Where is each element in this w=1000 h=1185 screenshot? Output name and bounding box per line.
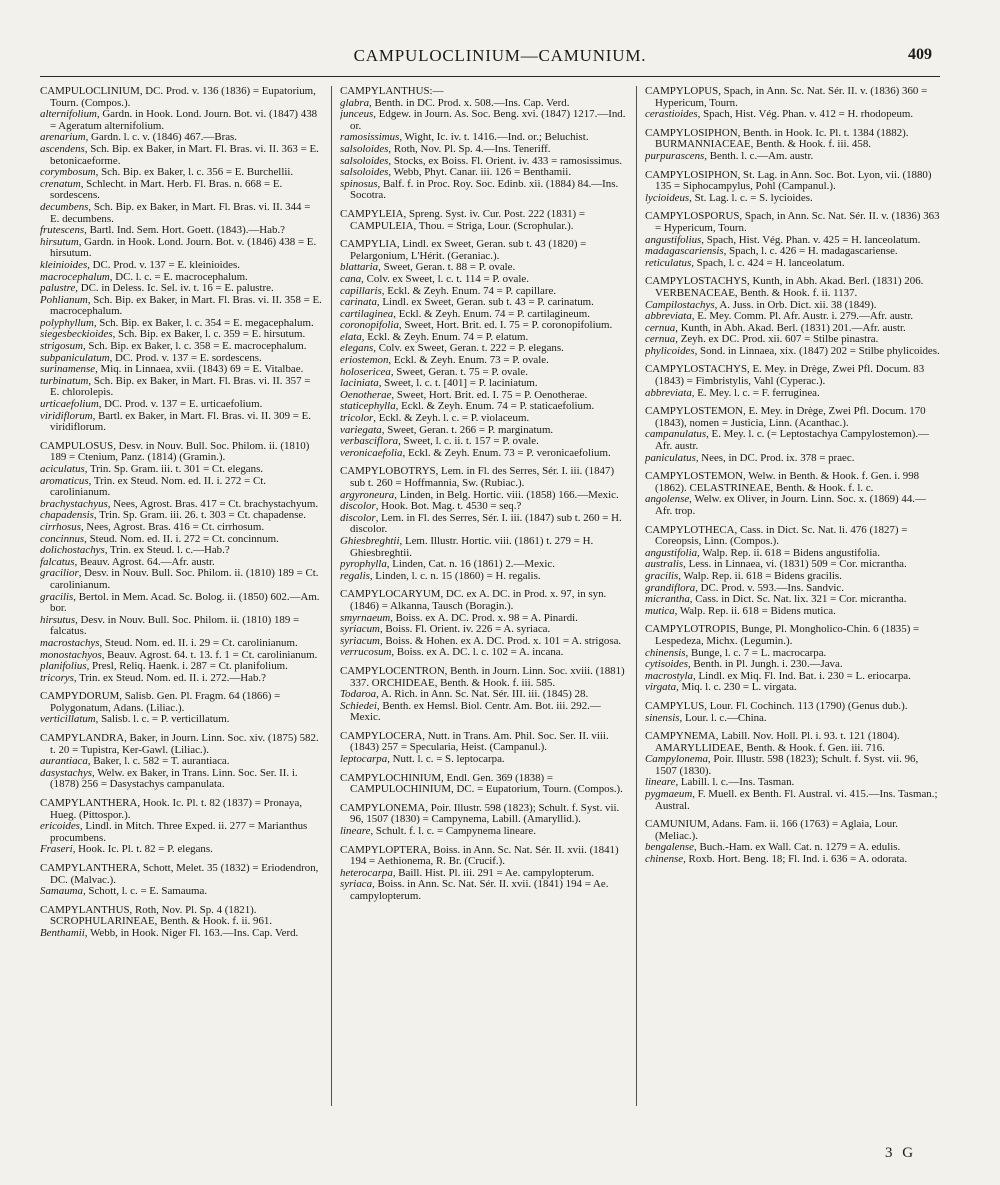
entry-species-line: madagascariensis, Spach, l. c. 426 = H. madagascariense. [645,245,898,258]
entry-species-line: aromaticus, Trin. ex Steud. Nom. ed. II. i. 272 = Ct. carolinianum. [40,474,266,499]
entry-headword-line: CAMPYLOPTERA, Boiss. in Ann. Sc. Nat. Sér. II. xvii. (1841) 194 = Aethionema, R. Br. (Crucif.). [340,843,619,868]
entry-species-line: smyrnaeum, Boiss. ex A. DC. Prod. x. 98 = A. Pinardi. [340,611,578,624]
entry-species-line: macrostyla, Lindl. ex Miq. Fl. Ind. Bat. i. 230 = L. eriocarpa. [645,669,911,682]
dictionary-entry [645,525,940,618]
entry-species-line: australis, Less. in Linnaea, vi. (1831) 509 = Cor. micrantha. [645,558,907,571]
entry-headword-line: CAMUNIUM, Adans. Fam. ii. 166 (1763) = Aglaia, Lour. (Meliac.). [645,818,898,842]
entry-species-line: discolor, Hook. Bot. Mag. t. 4530 = seq.? [340,500,522,513]
entry-species-line: tricolor, Eckl. & Zeyh. l. c. = P. violaceum. [340,412,530,425]
entry-species-line: abbreviata, E. Mey. l. c. = F. ferruginea. [645,386,820,399]
entry-species-line: bengalense, Buch.-Ham. ex Wall. Cat. n. 1279 = A. edulis. [645,841,901,854]
entry-species-line: ericoides, Lindl. in Mitch. Three Exped. ii. 277 = Marianthus procumbens. [40,820,308,844]
entry-species-line: palustre, DC. in Deless. Ic. Sel. iv. t. 16 = E. palustre. [40,282,274,295]
entry-species-line: turbinatum, Sch. Bip. ex Baker, in Mart. Fl. Bras. vi. II. 357 = E. chlorolepis. [40,374,311,399]
entry-species-line: coronopifolia, Sweet, Hort. Brit. ed. I. 75 = P. coronopifolium. [340,319,613,332]
entry-species-line: surinamense, Miq. in Linnaea, xvii. (1843) 69 = E. Vitalbae. [40,363,304,376]
entry-headword-line: CAMPYLANDRA, Baker, in Journ. Linn. Soc. xiv. (1875) 582. t. 20 = Tupistra, Ker-Gawl. (Liliac.). [40,732,319,756]
entry-species-line: lycioideus, St. Lag. l. c. = S. lycioides. [645,191,813,204]
entry-species-line: Campylonema, Poir. Illustr. 598 (1823); Schult. f. Syst. vii. 96, 1507 (1830). [645,753,919,777]
entry-species-line: falcatus, Beauv. Agrost. 64.—Afr. austr. [40,555,215,568]
entry-species-line: subpaniculatum, DC. Prod. v. 137 = E. sordescens. [40,351,262,364]
column-1 [40,86,322,1166]
entry-headword-line: CAMPYLEIA, Spreng. Syst. iv. Cur. Post. 222 (1831) = CAMPULEIA, Thou. = Striga, Lour. (Scrophular.). [340,207,586,232]
entry-headword-line: CAMPYLOSTACHYS, Kunth, in Abh. Akad. Berl. (1831) 206. VERBENACEAE, Benth. & Hook. f. ii. 1137. [645,275,924,299]
entry-headword-line: CAMPYLOSTEMON, Welw. in Benth. & Hook. f. Gen. i. 998 (1862). CELASTRINEAE, Benth. & Hook. f. l. c. [645,470,920,494]
entry-headword-line: CAMPYLOCERA, Nutt. in Trans. Am. Phil. Soc. Ser. II. viii. (1843) 257 = Specularia, Heist. (Campanul.). [340,729,609,754]
entry-species-line: variegata, Sweet, Geran. t. 266 = P. marginatum. [340,423,554,436]
entry-species-line: macrocephalum, DC. l. c. = E. macrocephalum. [40,270,248,283]
entry-headword-line: CAMPYLOSPORUS, Spach, in Ann. Sc. Nat. Sér. II. v. (1836) 363 = Hypericum, Tourn. [645,210,940,234]
entry-species-line: Benthamii, Webb, in Hook. Niger Fl. 163.—Ins. Cap. Verd. [40,926,299,939]
entry-species-line: urticaefolium, DC. Prod. v. 137 = E. urticaefolium. [40,398,263,411]
entry-species-line: reticulatus, Spach, l. c. 424 = H. lanceolatum. [645,256,845,269]
entry-species-line: aurantiaca, Baker, l. c. 582 = T. aurantiaca. [40,755,230,768]
entry-headword-line: CAMPYLUS, Lour. Fl. Cochinch. 113 (1790) (Genus dub.). [645,699,908,712]
entry-species-line: laciniata, Sweet, l. c. t. [401] = P. laciniatum. [340,377,538,390]
entry-species-line: decumbens, Sch. Bip. ex Baker, in Mart. Fl. Bras. vi. II. 344 = E. decumbens. [40,200,311,225]
entry-species-line: sinensis, Lour. l. c.—China. [645,711,767,724]
column-divider [331,86,332,1106]
dictionary-entry [645,701,940,724]
dictionary-entry [40,905,322,940]
entry-species-line: gracilior, Desv. in Nouv. Bull. Soc. Philom. ii. (1810) 189 = Ct. carolinianum. [40,567,319,591]
entry-species-line: ascendens, Sch. Bip. ex Baker, in Mart. Fl. Bras. vi. II. 363 = E. betonicaeforme. [40,142,319,167]
dictionary-entry [40,798,322,856]
entry-headword-line: CAMPYLOBOTRYS, Lem. in Fl. des Serres, Sér. I. iii. (1847) sub t. 260 = Hoffmannia, Sw. (Rubiac.). [340,465,615,489]
entry-species-line: eriostemon, Eckl. & Zeyh. Enum. 73 = P. ovale. [340,354,549,367]
entry-headword-line: CAMPYLIA, Lindl. ex Sweet, Geran. sub t. 43 (1820) = Pelargonium, L'Hérit. (Geraniac.). [340,238,587,262]
dictionary-entry [40,863,322,898]
dictionary-entry [340,589,630,659]
dictionary-entry [645,731,940,812]
entry-species-line: phylicoides, Sond. in Linnaea, xix. (1847) 202 = Stilbe phylicoides. [645,344,940,357]
entry-headword-line: CAMPYLOPUS, Spach, in Ann. Sc. Nat. Sér. II. v. (1836) 360 = Hypericum, Tourn. [645,86,928,109]
entry-species-line: cana, Colv. ex Sweet, l. c. t. 114 = P. ovale. [340,272,529,285]
entry-species-line: kleinioides, DC. Prod. v. 137 = E. kleinioides. [40,258,240,271]
dictionary-entry [340,731,630,766]
entry-species-line: mutica, Walp. Rep. ii. 618 = Bidens mutica. [645,604,836,617]
entry-species-line: holosericea, Sweet, Geran. t. 75 = P. ovale. [340,365,528,378]
dictionary-entry [340,239,630,459]
entry-species-line: Ghiesbreghtii, Lem. Illustr. Hortic. viii. (1861) t. 279 = H. Ghiesbreghtii. [340,534,594,559]
entry-species-line: dasystachys, Welw. ex Baker, in Trans. Linn. Soc. Ser. II. i. (1878) 256 = Dasystachys campanulata. [40,766,298,791]
entry-species-line: cirrhosus, Nees, Agrost. Bras. 416 = Ct. cirrhosum. [40,520,265,533]
entry-headword-line: CAMPYLOTROPIS, Bunge, Pl. Mongholico-Chin. 6 (1835) = Lespedeza, Michx. (Legumin.). [645,623,920,647]
entry-species-line: elegans, Colv. ex Sweet, Geran. t. 222 = P. elegans. [340,342,564,355]
signature-mark: 3 G [885,1145,917,1161]
entry-species-line: syriacum, Boiss. & Hohen. ex A. DC. Prod. x. 101 = A. strigosa. [340,634,622,647]
dictionary-entry [340,209,630,232]
entry-species-line: blattaria, Sweet, Geran. t. 88 = P. ovale. [340,261,516,274]
entry-species-line: spinosus, Balf. f. in Proc. Roy. Soc. Edinb. xii. (1884) 84.—Ins. Socotra. [340,177,619,202]
dictionary-entry [40,691,322,726]
entry-species-line: salsoloides, Webb, Phyt. Canar. iii. 126 = Benthamii. [340,166,572,179]
entry-species-line: dolichostachys, Trin. ex Steud. l. c.—Hab.? [40,544,230,557]
dictionary-entry [340,466,630,582]
entry-species-line: crenatum, Schlecht. in Mart. Herb. Fl. Bras. n. 668 = E. sordescens. [40,177,283,202]
entry-species-line: discolor, Lem. in Fl. des Serres, Sér. I. iii. (1847) sub t. 260 = H. discolor. [340,511,622,536]
dictionary-entry [645,86,940,121]
entry-species-line: cytisoides, Benth. in Pl. Jungh. i. 230.—Java. [645,658,843,671]
entry-species-line: veronicaefolia, Eckl. & Zeyh. Enum. 73 = P. veronicaefolium. [340,446,611,459]
page-title: CAMPULOCLINIUM—CAMUNIUM. [353,46,647,65]
page-number: 409 [908,46,932,63]
entry-species-line: staticephylla, Eckl. & Zeyh. Enum. 74 = P. staticaefolium. [340,400,595,413]
entry-species-line: strigosum, Sch. Bip. ex Baker, l. c. 358 = E. macrocephalum. [40,340,307,353]
entry-species-line: ramosissimus, Wight, Ic. iv. t. 1416.—Ind. or.; Beluchist. [340,131,589,144]
entry-species-line: chinensis, Bunge, l. c. 7 = L. macrocarpa. [645,646,827,659]
entry-species-line: salsoloides, Roth, Nov. Pl. Sp. 4.—Ins. Teneriff. [340,142,551,155]
entry-species-line: chapadensis, Trin. Sp. Gram. iii. 26. t. 303 = Ct. chapadense. [40,509,306,522]
entry-species-line: angustifolia, Walp. Rep. ii. 618 = Bidens angustifolia. [645,546,880,559]
entry-species-line: siegesbeckioides, Sch. Bip. ex Baker, l. c. 359 = E. hirsutum. [40,328,306,341]
entry-headword-line: CAMPYLOCENTRON, Benth. in Journ. Linn. Soc. xviii. (1881) 337. ORCHIDEAE, Benth. & Hook. f. iii. 585. [340,664,625,689]
entry-species-line: lineare, Schult. f. l. c. = Campynema lineare. [340,825,536,838]
entry-headword-line: CAMPYLONEMA, Poir. Illustr. 598 (1823); Schult. f. Syst. vii. 96, 1507 (1830) = Campynema, Labill. (Amaryllid.). [340,801,620,826]
entry-species-line: lineare, Labill. l. c.—Ins. Tasman. [645,776,795,789]
entry-species-line: capillaris, Eckl. & Zeyh. Enum. 74 = P. capillare. [340,284,557,297]
entry-species-line: pyrophylla, Linden, Cat. n. 16 (1861) 2.—Mexic. [340,558,555,571]
entry-species-line: regalis, Linden, l. c. n. 15 (1860) = H. regalis. [340,569,541,582]
entry-species-line: viridiflorum, Bartl. ex Baker, in Mart. Fl. Bras. vi. II. 309 = E. viridiflorum. [40,409,311,434]
entry-species-line: syriaca, Boiss. in Ann. Sc. Nat. Sér. II. xvii. (1841) 194 = Ae. campylopterum. [340,878,609,902]
entry-species-line: Oenotherae, Sweet, Hort. Brit. ed. I. 75 = P. Oenotherae. [340,388,588,401]
entry-species-line: gracilis, Walp. Rep. ii. 618 = Bidens gracilis. [645,569,842,582]
entry-headword-line: CAMPYLOSTEMON, E. Mey. in Drège, Zwei Pfl. Docum. 170 (1843), nomen = Justicia, Linn. (Acanthac.). [645,405,926,429]
entry-headword-line: CAMPYLANTHERA, Hook. Ic. Pl. t. 82 (1837) = Pronaya, Hueg. (Pittospor.). [40,797,303,821]
entry-species-line: Fraseri, Hook. Ic. Pl. t. 82 = P. elegans. [40,843,213,856]
entry-species-line: carinata, Lindl. ex Sweet, Geran. sub t. 43 = P. carinatum. [340,296,594,309]
entry-headword-line: CAMPYLOSTACHYS, E. Mey. in Drège, Zwei Pfl. Docum. 83 (1843) = Fimbristylis, Vahl (Cyperac.). [645,363,925,388]
entry-species-line: chinense, Roxb. Hort. Beng. 18; Fl. Ind. i. 636 = A. odorata. [645,853,908,866]
entry-species-line: salsoloides, Stocks, ex Boiss. Fl. Orient. iv. 433 = ramosissimus. [340,154,622,167]
entry-species-line: micrantha, Cass. in Dict. Sc. Nat. lix. 321 = Cor. micrantha. [645,593,907,606]
dictionary-entry [645,406,940,464]
entry-species-line: Pohlianum, Sch. Bip. ex Baker, in Mart. Fl. Bras. vi. II. 358 = E. macrocephalum. [40,293,322,318]
dictionary-entry [40,441,322,684]
entry-species-line: Campilostachys, A. Juss. in Orb. Dict. xii. 38 (1849). [645,298,877,311]
entry-headword-line: CAMPYLOSIPHON, St. Lag. in Ann. Soc. Bot. Lyon, vii. (1880) 135 = Siphocampylus, Pohl (Campanul.). [645,168,932,193]
column-3 [645,86,940,1166]
entry-species-line: gracilis, Bertol. in Mem. Acad. Sc. Bolog. ii. (1850) 602.—Am. bor. [40,590,320,615]
entry-species-line: pygmaeum, F. Muell. ex Benth. Fl. Austral. vi. 415.—Ins. Tasman.; Austral. [645,788,938,812]
entry-species-line: Schiedei, Benth. ex Hemsl. Biol. Centr. Am. Bot. iii. 292.—Mexic. [340,699,601,724]
entry-species-line: verticillatum, Salisb. l. c. = P. verticillatum. [40,713,230,726]
column-2 [340,86,630,1166]
entry-species-line: arenarium, Gardn. l. c. v. (1846) 467.—Bras. [40,131,238,144]
entry-species-line: frutescens, Bartl. Ind. Sem. Hort. Goett. (1843).—Hab.? [40,224,286,237]
dictionary-entry [645,624,940,694]
entry-species-line: heterocarpa, Baill. Hist. Pl. iii. 291 = Ae. campylopterum. [340,866,595,879]
entry-species-line: Todaroa, A. Rich. in Ann. Sc. Nat. Sér. III. iii. (1845) 28. [340,688,589,701]
entry-species-line: cernua, Kunth, in Abh. Akad. Berl. (1831) 201.—Afr. austr. [645,321,906,334]
entry-species-line: paniculatus, Nees, in DC. Prod. ix. 378 = praec. [645,451,855,464]
entry-species-line: cartilaginea, Eckl. & Zeyh. Enum. 74 = P. cartilagineum. [340,307,590,320]
entry-species-line: corymbosum, Sch. Bip. ex Baker, l. c. 356 = E. Burchellii. [40,166,294,179]
entry-species-line: monostachyos, Beauv. Agrost. 64. t. 13. f. 1 = Ct. carolinianum. [40,648,318,661]
entry-species-line: cernua, Zeyh. ex DC. Prod. xii. 607 = Stilbe pinastra. [645,333,879,346]
dictionary-entry [645,170,940,205]
dictionary-entry [645,276,940,357]
dictionary-entry [40,733,322,791]
page-header [0,46,1000,76]
entry-species-line: grandiflora, DC. Prod. v. 593.—Ins. Sandvic. [645,581,844,594]
entry-species-line: concinnus, Steud. Nom. ed. II. i. 272 = Ct. concinnum. [40,532,279,545]
entry-species-line: elata, Eckl. & Zeyh. Enum. 74 = P. elatum. [340,330,529,343]
header-rule [40,76,940,77]
entry-species-line: hirsutum, Gardn. in Hook. Lond. Journ. Bot. v. (1846) 438 = E. hirsutum. [40,235,317,260]
entry-species-line: brachystachyus, Nees, Agrost. Bras. 417 = Ct. brachystachyum. [40,497,319,510]
dictionary-entry [340,803,630,838]
entry-species-line: virgata, Miq. l. c. 230 = L. virgata. [645,681,797,694]
dictionary-entry [645,128,940,163]
entry-species-line: tricorys, Trin. ex Steud. Nom. ed. II. i. 272.—Hab.? [40,671,266,684]
entry-headword-line: CAMPYLOTHECA, Cass. in Dict. Sc. Nat. li. 476 (1827) = Coreopsis, Linn. (Compos.). [645,523,908,548]
entry-headword-line: CAMPYLOCHINIUM, Endl. Gen. 369 (1838) = CAMPULOCHINIUM, DC. = Eupatorium, Tourn. (Compos.). [340,771,623,796]
entry-species-line: verrucosum, Boiss. ex A. DC. l. c. 102 = A. incana. [340,646,564,659]
entry-species-line: argyroneura, Linden, in Belg. Hortic. viii. (1858) 166.—Mexic. [340,488,619,501]
entry-headword-line: CAMPYDORUM, Salisb. Gen. Pl. Fragm. 64 (1866) = Polygonatum, Adans. (Liliac.). [40,690,281,714]
entry-species-line: aciculatus, Trin. Sp. Gram. iii. t. 301 = Ct. elegans. [40,463,264,475]
entry-species-line: alternifolium, Gardn. in Hook. Lond. Journ. Bot. vi. (1847) 438 = Ageratum alternifolium. [40,108,318,132]
column-divider [636,86,637,1106]
entry-species-line: campanulatus, E. Mey. l. c. (= Leptostachya Campylostemon).—Afr. austr. [645,428,930,453]
dictionary-entry [40,86,322,434]
entry-species-line: cerastioides, Spach, Hist. Vég. Phan. v. 412 = H. rhodopeum. [645,108,914,121]
entry-headword-line: CAMPYLOSIPHON, Benth. in Hook. Ic. Pl. t. 1384 (1882). BURMANNIACEAE, Benth. & Hook. f. iii. 458. [645,126,909,151]
entry-headword-line: CAMPULOCLINIUM, DC. Prod. v. 136 (1836) = Eupatorium, Tourn. (Compos.). [40,86,316,109]
dictionary-entry [645,211,940,269]
dictionary-entry [340,86,630,202]
entry-species-line: syriacum, Boiss. Fl. Orient. iv. 226 = A. syriaca. [340,623,551,636]
dictionary-entry [340,666,630,724]
entry-headword-line: CAMPULOSUS, Desv. in Nouv. Bull. Soc. Philom. ii. (1810) 189 = Ctenium, Panz. (1814) (Gramin.). [40,439,310,464]
entry-headword-line: CAMPYLANTHUS, Roth, Nov. Pl. Sp. 4 (1821). SCROPHULARINEAE, Benth. & Hook. f. ii. 961. [40,903,273,928]
dictionary-entry [645,471,940,517]
entry-species-line: purpurascens, Benth. l. c.—Am. austr. [645,149,814,162]
entry-species-line: abbreviata, E. Mey. Comm. Pl. Afr. Austr. i. 279.—Afr. austr. [645,310,914,323]
entry-species-line: glabra, Benth. in DC. Prod. x. 508.—Ins. Cap. Verd. [340,96,570,109]
entry-species-line: leptocarpa, Nutt. l. c. = S. leptocarpa. [340,753,505,766]
entry-headword-line: CAMPYLANTHERA, Schott, Melet. 35 (1832) = Eriodendron, DC. (Malvac.). [40,862,319,886]
dictionary-entry [645,819,940,865]
entry-headword-line: CAMPYLANTHUS:— [340,86,444,97]
dictionary-entry [340,773,630,796]
entry-species-line: polyphyllum, Sch. Bip. ex Baker, l. c. 354 = E. megacephalum. [40,316,314,329]
entry-species-line: planifolius, Presl, Reliq. Haenk. i. 287 = Ct. planifolium. [40,660,288,673]
entry-species-line: angustifolius, Spach, Hist. Vég. Phan. v. 425 = H. lanceolatum. [645,233,921,246]
entry-headword-line: CAMPYLOCARYUM, DC. ex A. DC. in Prod. x. 97, in syn. (1846) = Alkanna, Tausch (Boragin.). [340,588,607,612]
entry-species-line: Samauma, Schott, l. c. = E. Samauma. [40,885,208,898]
entry-species-line: hirsutus, Desv. in Nouv. Bull. Soc. Philom. ii. (1810) 189 = falcatus. [40,613,300,638]
dictionary-entry [340,845,630,903]
entry-species-line: junceus, Edgew. in Journ. As. Soc. Beng. xvi. (1847) 1217.—Ind. or. [340,108,626,132]
dictionary-entry [645,364,940,399]
entry-species-line: verbasciflora, Sweet, l. c. ii. t. 157 = P. ovale. [340,435,539,448]
entry-headword-line: CAMPYNEMA, Labill. Nov. Holl. Pl. i. 93. t. 121 (1804). AMARYLLIDEAE, Benth. & Hook. f. Gen. iii. 716. [645,730,900,754]
entry-species-line: macrostachys, Steud. Nom. ed. II. i. 29 = Ct. carolinianum. [40,636,298,649]
entry-species-line: angolense, Welw. ex Oliver, in Journ. Linn. Soc. x. (1869) 44.—Afr. trop. [645,493,926,517]
